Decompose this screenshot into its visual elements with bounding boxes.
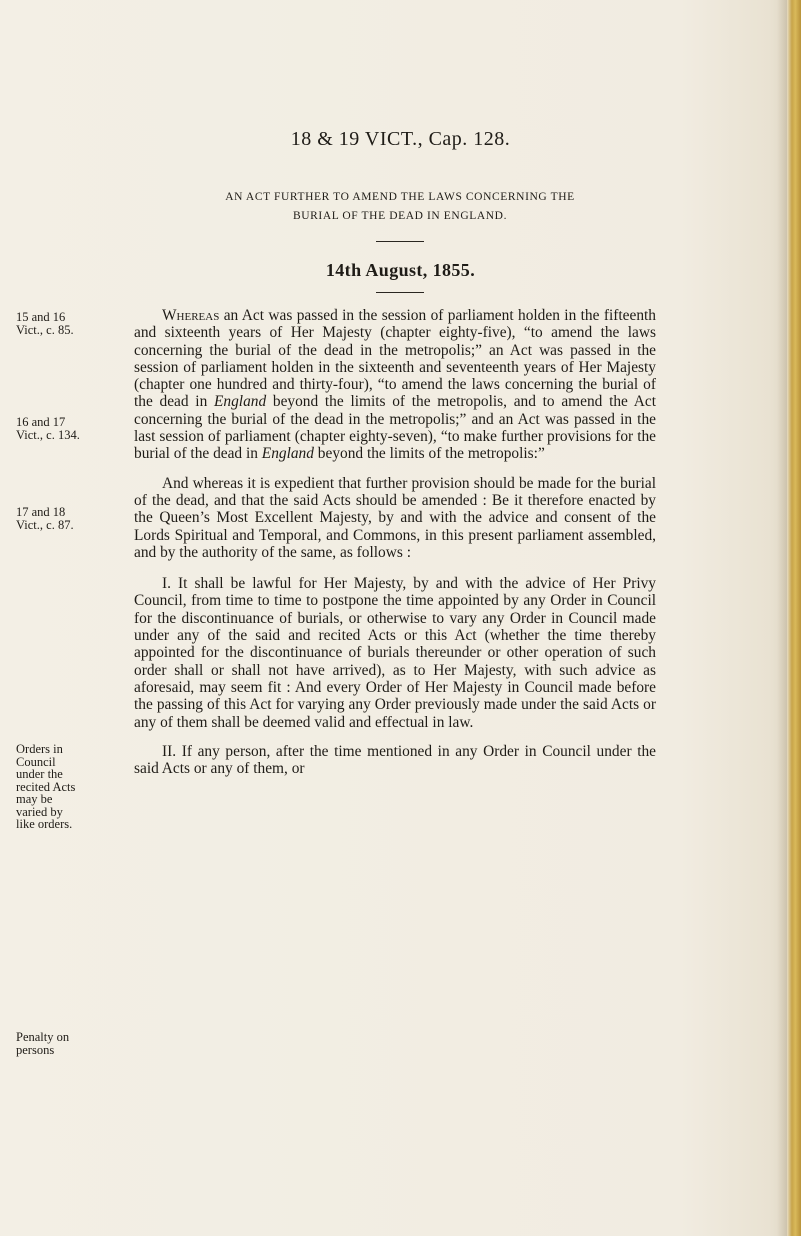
preamble-lead-word: Whereas (162, 307, 220, 324)
marginal-note-5 (16, 1031, 128, 1056)
gilt-page-edge (787, 0, 801, 1236)
marginal-note-line: Council (16, 754, 56, 769)
marginal-note-line: Vict., c. 134. (16, 427, 80, 442)
section-2-text: II. If any person, after the time mentioned in any Order in Council under the said Acts or any of them, or (134, 742, 656, 778)
act-long-title-line-2: BURIAL OF THE DEAD IN ENGLAND. (292, 210, 508, 222)
act-date: 14th August, 1855. (325, 260, 476, 280)
marginal-note-3 (16, 506, 128, 531)
preamble-text: beyond the limits of the metropolis, and to amend the Act concerning the burial of the dead in the metropolis;” and an Act was passed in the last session of parliament (chapter eighty-seven), “to make further provisions for the burial of the dead in (134, 393, 656, 463)
divider-rule-bottom (376, 292, 424, 293)
marginal-note-1 (16, 311, 128, 336)
marginal-note-line: may be (16, 792, 53, 806)
marginal-note-line: 15 and 16 (16, 310, 66, 324)
marginal-note-line: 16 and 17 (16, 415, 66, 429)
marginal-note-line: Orders in (16, 742, 63, 756)
page-gutter-shadow (777, 0, 787, 1236)
marginal-note-4 (16, 743, 128, 831)
section-1-text: I. It shall be lawful for Her Majesty, by and with the advice of Her Privy Council, from time to time to postpone the time appointed by any Order in Council for the discontinuance of burials, or otherwise to vary any Order in Council made under any of the said and recited Acts or this Act (whether the time thereby appointed for the discontinuance of burials thereunder or other operation of such order shall or shall not have arrived), as to Her Majesty, with such advice as aforesaid, may seem fit : And every Order of Her Majesty in Council made before the passing of this Act for varying any Order previously made under the said Acts or any of them shall be deemed valid and effectual in law. (134, 575, 656, 731)
act-long-title (160, 188, 640, 226)
marginal-note-line: under the (16, 767, 63, 781)
preamble-paragraph-2: And whereas it is expedient that further provision should be made for the burial of the dead, and that the said Acts should be amended : Be it therefore enacted by the Queen’s Most Excellent Majesty, by and with the advice and consent of the Lords Spiritual and Temporal, and Commons, in this present parliament assembled, and by the authority of the same, as follows : (134, 474, 656, 561)
marginal-note-line: Vict., c. 85. (16, 322, 74, 337)
preamble-text: an Act was passed in the session of parliament holden in the fifteenth and sixteenth years of Her Majesty (chapter eighty-five), “to amend the laws concerning the burial of the dead in the metropolis;” an Act was passed in the session of parliament holden in the sixteenth and seventeenth years of Her Majesty (chapter one hundred and thirty-four), “to amend the laws concerning the burial of the dead in (134, 307, 656, 411)
divider-rule-top (376, 241, 424, 242)
marginal-note-line: recited Acts (16, 779, 76, 794)
marginal-note-line: varied by (16, 804, 63, 819)
preamble-emphasis: England (214, 393, 267, 411)
marginal-note-line: 17 and 18 (16, 505, 66, 519)
marginal-note-2 (16, 416, 128, 441)
preamble-text: beyond the limits of the metropolis:” (313, 445, 545, 463)
marginal-note-line: Penalty on (16, 1030, 70, 1044)
marginal-note-line: persons (16, 1042, 55, 1057)
preamble-emphasis: England (261, 445, 314, 463)
act-body-text (134, 307, 656, 777)
act-long-title-line-1: AN ACT FURTHER TO AMEND THE LAWS CONCERNING THE (225, 191, 575, 203)
marginal-note-line: Vict., c. 87. (16, 517, 74, 532)
marginal-note-line: like orders. (16, 817, 73, 831)
preamble-paragraph-1 (134, 307, 656, 463)
running-header: 18 & 19 VICT., Cap. 128. (290, 128, 511, 150)
